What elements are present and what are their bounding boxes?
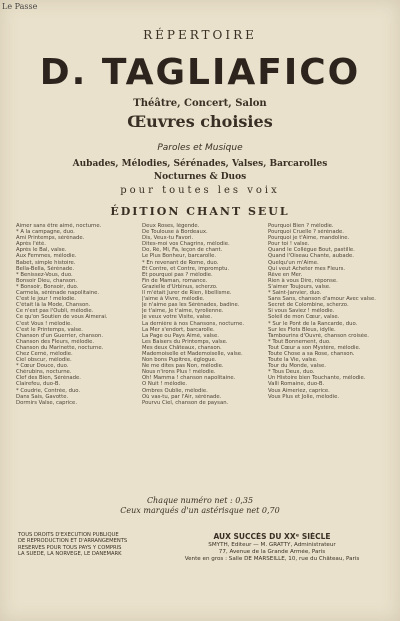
catalogue-entry: Chez Cerné, mélodie.: [16, 350, 73, 357]
rights-line: DE REPRODUCTION ET D'ARRANGEMENTS: [18, 538, 128, 545]
catalogue-entry: C'est Vous ! mélodie.: [16, 320, 72, 327]
catalogue-entry: Où vas-tu, par l'Air, sérénade.: [142, 393, 222, 400]
catalogue-entry: Bonsoir Dieu, chanson.: [16, 277, 78, 284]
catalogue-entry: Je veux votre Visite, valse.: [142, 314, 212, 321]
catalogue-entry: Clairefeu, duo-B.: [16, 381, 61, 388]
catalogue-entry: Sur les Flots Bleus, idylle.: [268, 326, 336, 333]
catalogue-entry: Aimer sans être aimé, nocturne.: [16, 223, 102, 229]
catalogue-entry: Un Histoire bien Touchante, mélodie.: [268, 375, 366, 382]
catalogue-entry: Ce n'est pas l'Oubli, mélodie.: [16, 308, 94, 315]
catalogue-entry: S'aimer Toujours, valse.: [268, 283, 331, 290]
catalogue-entry: La Page ou Pays Aimé, valse.: [142, 332, 219, 339]
catalogue-entry: Quand le Collègue Bout, pastille.: [268, 247, 355, 254]
catalogue-entry: Après l'été.: [16, 241, 46, 248]
catalogue-entry: * Bonsoir, Bonsoir, duo.: [16, 283, 79, 290]
catalogue-entry: Toute la Vie, valse.: [268, 357, 318, 364]
genres-block: [0, 158, 400, 184]
genres-line-1: Aubades, Mélodies, Sérénades, Valses, Barcarolles: [72, 159, 328, 169]
catalogue-entry: Et pourquoi pas ? mélodie.: [142, 271, 213, 278]
catalogue-entry: C'était là la Mode, Chanson.: [16, 302, 91, 309]
catalogue-entry: Ce qu'on Soutien de vous Aimerai.: [16, 314, 108, 321]
catalogue-entry: Non bons Pupitres, églogue.: [142, 357, 217, 364]
catalogue-entry: Si vous Saviez ! mélodie.: [268, 308, 335, 315]
catalogue-entry: * A la campagne, duo.: [16, 229, 75, 236]
catalogue-entry: Pourquoi Cruelle ? sérénade.: [268, 229, 344, 236]
catalogue-entry: Quand l'Oiseau Chante, aubade.: [268, 253, 354, 260]
catalogue-entry: Pour toi ! valse.: [268, 241, 310, 248]
catalogue-entry: Je t'aime, Je t'aime, tyrolienne.: [142, 308, 224, 315]
rights-line: RÉSERVÉS POUR TOUS PAYS Y COMPRIS: [18, 544, 122, 551]
catalogue-entry: Après le Bal, valse.: [16, 247, 67, 254]
catalogue-entry: La Mer s'endort, barcarolle.: [142, 326, 215, 333]
catalogue-entry: Fin de Maman, romance.: [142, 277, 208, 284]
catalogue-entry: La dernière à nos Chansons, nocturne.: [142, 320, 245, 327]
publisher-series: AUX SUCCÈS DU XXᵉ SIÈCLE: [213, 532, 331, 541]
catalogue-entry: * En revenant de Rome, duo.: [142, 259, 219, 266]
catalogue-entry: Sans Sans, chanson d'amour Avec valse.: [268, 296, 376, 303]
catalogue-entry: Ne me dites pas Non, mélodie.: [142, 363, 224, 370]
catalogue-entry: Dans Sais, Gavotte.: [16, 393, 69, 400]
words-and-music: Paroles et Musique: [157, 143, 243, 153]
catalogue-entry: Mes deux Châteaux, chanson.: [142, 344, 222, 351]
price-block: [0, 496, 400, 516]
catalogue-entry: Clef des Bien, Sérénade.: [16, 375, 81, 382]
catalogue-entry: Il m'était Jurer de Rien, libellisme.: [142, 290, 232, 297]
catalogue-entry: Les Baisers du Printemps, valse.: [142, 338, 228, 345]
catalogue-entry: * Sur le Pont de la Rancarde, duo.: [268, 320, 358, 327]
publisher-block: [160, 532, 384, 563]
catalogue-entry: Qui veut Acheter mes Fleurs.: [268, 265, 346, 272]
catalogue-entry: Vous Plus et Jolie, mélodie.: [268, 393, 340, 400]
venues-line: Théâtre, Concert, Salon: [133, 98, 267, 109]
catalogue-column-3: [268, 223, 386, 400]
catalogue-entry: Deux Roses, légende.: [142, 223, 200, 229]
catalogue-entry: Ami Printemps, sérénade.: [16, 235, 85, 242]
catalogue-entry: Dites-moi vos Chagrins, mélodie.: [142, 241, 230, 248]
catalogue-entry: Soleil de mon Cœur, valse.: [268, 314, 340, 321]
catalogue-entry: Je n'aime pas les Sérénades, badine.: [142, 302, 240, 309]
catalogue-entry: Tambourins d'Ouvré, chanson croisée.: [268, 332, 369, 339]
top-left-mark: Le Passe: [2, 2, 38, 11]
catalogue-entry: Pourquoi je t'Aime, mandoline.: [268, 235, 350, 242]
rights-line: LA SUÈDE, LA NORVÈGE, LE DANEMARK: [18, 551, 122, 558]
catalogue-entry: Ciel obscur, mélodie.: [16, 357, 72, 364]
catalogue-entry: Chanson des Fleurs, mélodie.: [16, 338, 95, 345]
catalogue-column-2: [142, 223, 260, 406]
catalogue-entry: Mademoiselle et Mademoiselle, valse.: [142, 350, 243, 357]
catalogue-entry: Dormirs Valse, caprice.: [16, 399, 77, 406]
catalogue-entry: Grazielle d'Urbinus, scherzo.: [142, 283, 218, 290]
catalogue-entry: Bella-Bella, Sérénade.: [16, 265, 75, 272]
catalogue-entry: De Toulouse à Bordeaux.: [142, 229, 208, 236]
catalogue-entry: Et Contre, et Contre, impromptu.: [142, 265, 230, 272]
catalogue-entry: Dis, Veux-tu Favori.: [142, 235, 194, 242]
catalogue-entry: Chérubins, nocturne.: [16, 369, 72, 376]
catalogue-entry: Ombres Oublie, mélodie.: [142, 387, 208, 394]
catalogue-entry: O Nuit ! mélodie.: [142, 381, 188, 388]
catalogue-entry: * Benissez-Vous, duo.: [16, 271, 73, 278]
catalogue-entry: Do, Ré, Mi, Fa, leçon de chant.: [142, 247, 223, 254]
catalogue-entry: Le Plus Bonheur, barcarolle.: [142, 253, 217, 260]
catalogue-entry: Babet, simple histoire.: [16, 259, 76, 266]
catalogue-entry: Quelqu'un m'Aime.: [268, 259, 319, 266]
price-line-2: Ceux marqués d'un astérisque net 0,70: [120, 506, 280, 515]
catalogue-entry: Rêve en Mer.: [268, 271, 303, 278]
catalogue-entry: Vous Aimeriez, caprice.: [268, 387, 330, 394]
catalogue-entry: Carmela, sérénade napolitaine.: [16, 290, 100, 297]
catalogue-entry: * Coudrie, Contrée, duo.: [16, 387, 81, 394]
catalogue-column-1: [16, 223, 134, 406]
catalogue-entry: Oh! Mamma ! chanson napolitaine.: [142, 375, 236, 382]
genres-line-2: Nocturnes & Duos: [153, 172, 247, 182]
catalogue-entry: Tour du Monde, valse.: [268, 363, 326, 370]
author-name: D. TAGLIAFICO: [39, 52, 361, 93]
voices-line: pour toutes les voix: [120, 185, 280, 196]
rights-line: TOUS DROITS D'EXÉCUTION PUBLIQUE: [18, 532, 119, 538]
catalogue-entry: * Tous Deux, duo.: [268, 369, 315, 376]
catalogue-entry: Secret de Colombine, scherzo.: [268, 302, 349, 309]
catalogue-entry: Chanson du Marinette, nocturne.: [16, 344, 104, 351]
catalogue-entry: * Saint-Janvier, duo.: [268, 290, 322, 297]
publisher-name: SMYTH, Éditeur — M. GRATTY, Administrateur: [208, 542, 336, 548]
catalogue-entry: Chanson d'un Guerrier, chanson.: [16, 332, 104, 339]
rights-notice: [18, 532, 148, 558]
catalogue-entry: C'est le jour ! mélodie.: [16, 296, 76, 303]
catalogue-entry: Pourvu Ciel, chanson de paysan.: [142, 399, 229, 406]
catalogue-entry: C'est le Printemps, valse.: [16, 326, 83, 333]
price-line-1: Chaque numéro net : 0,35: [146, 496, 254, 505]
catalogue-entry: Pourquoi Bien ? mélodie.: [268, 223, 334, 229]
catalogue-entry: J'aime à Vivre, mélodie.: [142, 296, 205, 303]
repertoire-heading: RÉPERTOIRE: [143, 28, 257, 42]
subtitle-oeuvres: Œuvres choisies: [127, 112, 273, 131]
catalogue-entry: Aux Femmes, mélodie.: [16, 253, 77, 260]
publisher-wholesale: Vente en gros : Salle DE MARSEILLE, 10, rue du Château, Paris: [184, 556, 360, 562]
catalogue-entry: Valli Romaine, duo-B.: [268, 381, 325, 388]
catalogue-entry: Nous n'irons Plus ! mélodie.: [142, 369, 216, 376]
edition-heading: ÉDITION CHANT SEUL: [110, 205, 290, 218]
catalogue-entry: Toute Chose a sa Rose, chanson.: [268, 350, 355, 357]
catalogue-entry: Rien à vous Dire, réponse.: [268, 277, 338, 284]
catalogue-entry: * Tout Bonnement, duo.: [268, 338, 331, 345]
publisher-address: 77, Avenue de la Grande Armée, Paris: [218, 549, 326, 555]
catalogue-entry: Tout Cœur a son Mystère, mélodie.: [268, 344, 361, 351]
catalogue-entry: * Cœur Douce, duo.: [16, 363, 69, 370]
